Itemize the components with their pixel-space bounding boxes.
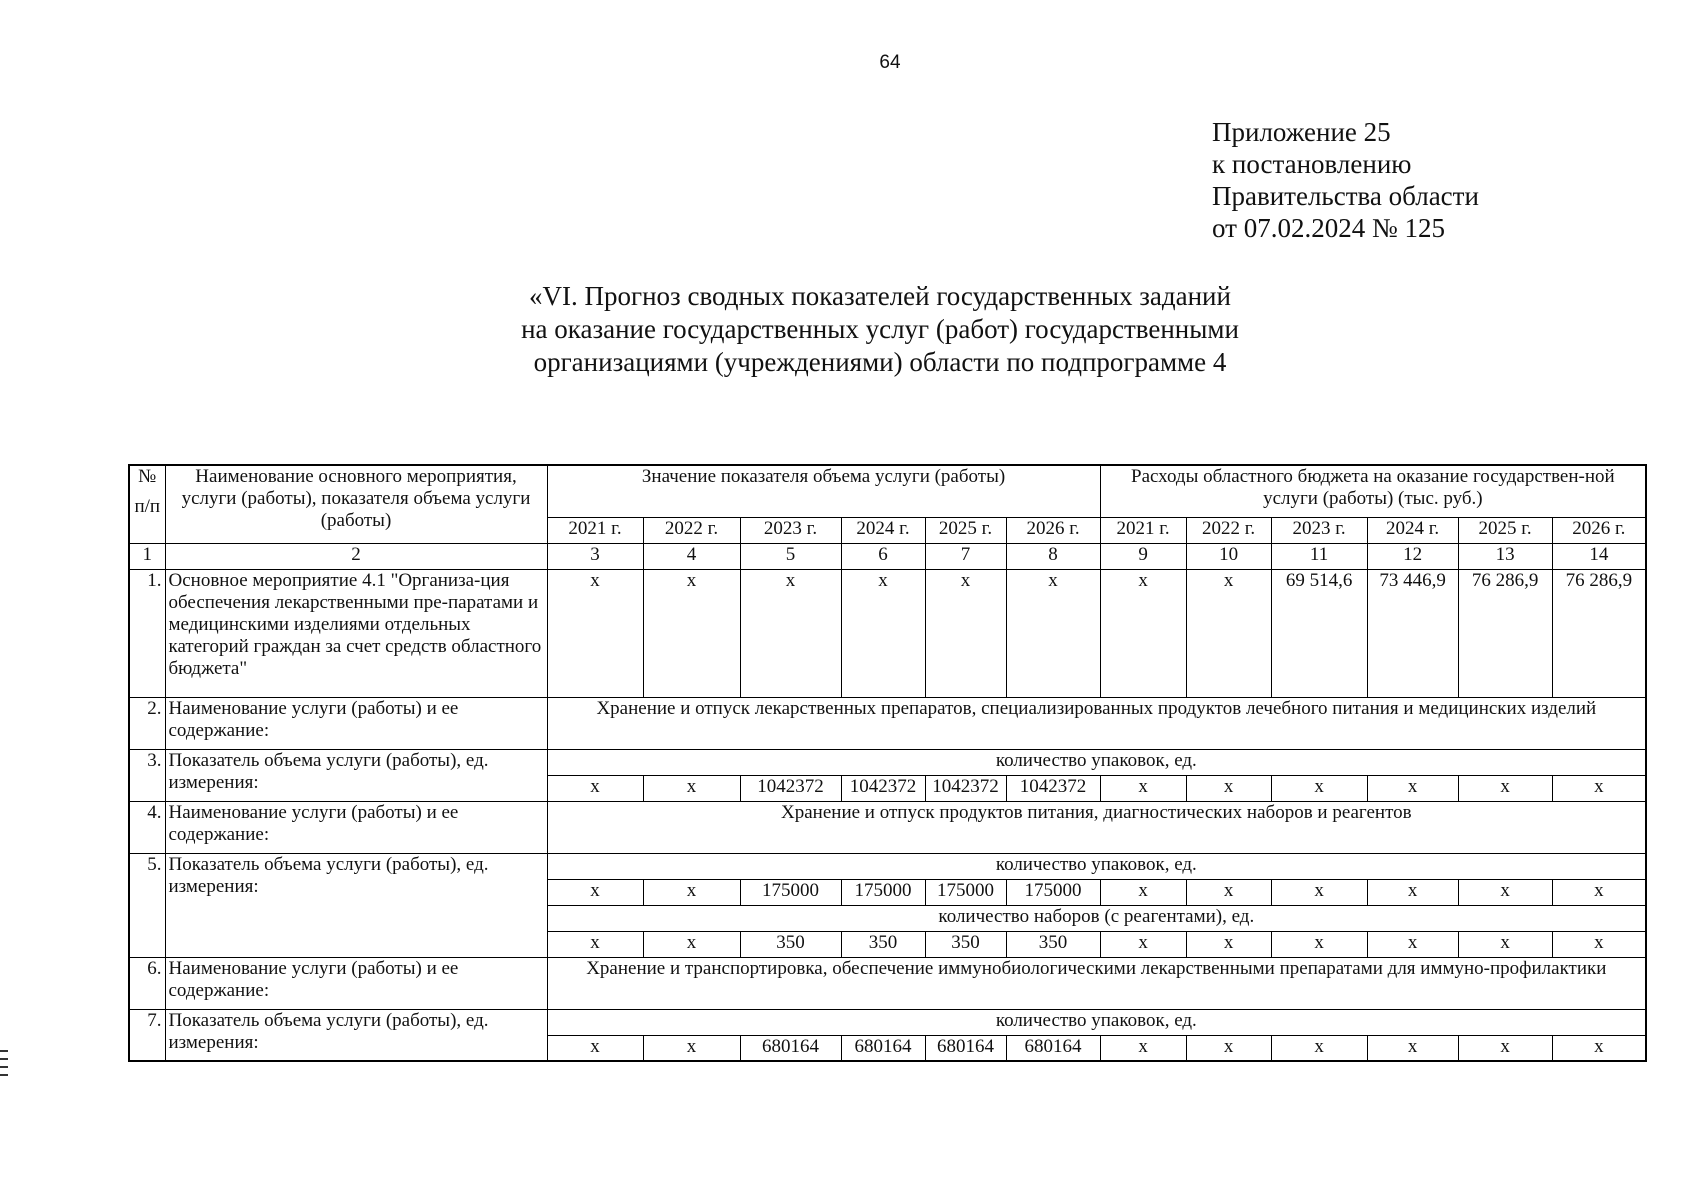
value-cell: х: [1458, 931, 1552, 957]
value-cell: 69 514,6: [1271, 569, 1367, 697]
appendix-line: Правительства области: [1212, 181, 1479, 211]
value-cell: 680164: [1006, 1035, 1100, 1061]
value-cell: х: [1271, 931, 1367, 957]
table-row: [129, 853, 1646, 879]
row-number: 7.: [129, 1009, 165, 1061]
value-cell: х: [643, 879, 740, 905]
value-cell: х: [547, 931, 643, 957]
value-cell: 175000: [740, 879, 841, 905]
value-cell: х: [740, 569, 841, 697]
scan-mark: [0, 1050, 8, 1052]
value-cell: 680164: [925, 1035, 1006, 1061]
scan-mark: [0, 1058, 8, 1060]
value-cell: 350: [925, 931, 1006, 957]
value-cell: х: [1186, 569, 1271, 697]
value-cell: х: [1186, 879, 1271, 905]
col-number: 6: [841, 543, 925, 569]
row-number: 3.: [129, 749, 165, 801]
value-cell: х: [1271, 879, 1367, 905]
table-row: [129, 801, 1646, 853]
unit-label: количество наборов (с реагентами), ед.: [547, 905, 1646, 931]
col-number: 1: [129, 543, 165, 569]
value-cell: х: [1100, 879, 1186, 905]
value-cell: х: [1186, 931, 1271, 957]
service-content: Хранение и отпуск лекарственных препаратов, специализированных продуктов лечебного питания и медицинских изделий: [547, 697, 1646, 749]
value-cell: 680164: [740, 1035, 841, 1061]
value-cell: х: [1367, 1035, 1458, 1061]
value-cell: х: [1552, 931, 1646, 957]
value-cell: 175000: [841, 879, 925, 905]
value-cell: х: [1367, 879, 1458, 905]
header-no: №: [138, 466, 157, 487]
value-cell: х: [1271, 775, 1367, 801]
forecast-table: [128, 464, 1647, 1062]
appendix-line: от 07.02.2024 № 125: [1212, 213, 1445, 243]
value-cell: х: [1552, 879, 1646, 905]
table-row: [129, 697, 1646, 749]
value-cell: х: [1458, 775, 1552, 801]
value-cell: х: [643, 931, 740, 957]
row-name: Показатель объема услуги (работы), ед. измерения:: [165, 1009, 547, 1061]
table-row: [129, 1009, 1646, 1035]
value-cell: х: [1367, 775, 1458, 801]
value-cell: 1042372: [1006, 775, 1100, 801]
value-cell: х: [643, 775, 740, 801]
year-cell: 2021 г.: [547, 517, 643, 543]
col-number: 2: [165, 543, 547, 569]
value-cell: 175000: [1006, 879, 1100, 905]
value-cell: х: [1186, 1035, 1271, 1061]
value-cell: х: [1186, 775, 1271, 801]
title-line: «VI. Прогноз сводных показателей государственных заданий: [529, 281, 1231, 311]
value-cell: 76 286,9: [1458, 569, 1552, 697]
appendix-line: к постановлению: [1212, 149, 1412, 179]
value-cell: 73 446,9: [1367, 569, 1458, 697]
header-volume: Значение показателя объема услуги (работы): [547, 465, 1100, 517]
value-cell: х: [1552, 775, 1646, 801]
header-no-cell: [129, 465, 165, 543]
value-cell: х: [1552, 1035, 1646, 1061]
row-number: 2.: [129, 697, 165, 749]
col-number: 7: [925, 543, 1006, 569]
value-cell: 350: [841, 931, 925, 957]
year-cell: 2023 г.: [740, 517, 841, 543]
value-cell: х: [1367, 931, 1458, 957]
year-cell: 2026 г.: [1552, 517, 1646, 543]
value-cell: х: [1006, 569, 1100, 697]
title-line: организациями (учреждениями) области по подпрограмме 4: [533, 347, 1227, 377]
col-number: 10: [1186, 543, 1271, 569]
col-number: 14: [1552, 543, 1646, 569]
row-number: 6.: [129, 957, 165, 1009]
title-line: на оказание государственных услуг (работ) государственными: [521, 314, 1239, 344]
value-cell: х: [1458, 879, 1552, 905]
year-cell: 2023 г.: [1271, 517, 1367, 543]
value-cell: х: [547, 569, 643, 697]
value-cell: х: [1458, 1035, 1552, 1061]
year-cell: 2022 г.: [1186, 517, 1271, 543]
col-number: 5: [740, 543, 841, 569]
value-cell: 350: [740, 931, 841, 957]
table-row: [129, 569, 1646, 697]
col-number: 9: [1100, 543, 1186, 569]
table-row: [129, 957, 1646, 1009]
year-cell: 2026 г.: [1006, 517, 1100, 543]
value-cell: 1042372: [841, 775, 925, 801]
scan-margin-marks: [0, 1050, 8, 1082]
row-name: Основное мероприятие 4.1 "Организа-ция обеспечения лекарственными пре-паратами и медицинскими изделиями отдельных категорий граждан за счет средств областного бюджета": [165, 569, 547, 697]
row-name: Наименование услуги (работы) и ее содержание:: [165, 957, 547, 1009]
unit-label: количество упаковок, ед.: [547, 749, 1646, 775]
col-number: 3: [547, 543, 643, 569]
value-cell: 76 286,9: [1552, 569, 1646, 697]
appendix-block: [1212, 116, 1479, 244]
col-number: 11: [1271, 543, 1367, 569]
row-name: Наименование услуги (работы) и ее содержание:: [165, 697, 547, 749]
year-cell: 2024 г.: [1367, 517, 1458, 543]
row-number: 4.: [129, 801, 165, 853]
unit-label: количество упаковок, ед.: [547, 1009, 1646, 1035]
year-cell: 2025 г.: [1458, 517, 1552, 543]
value-cell: х: [643, 569, 740, 697]
col-number: 12: [1367, 543, 1458, 569]
appendix-line: Приложение 25: [1212, 117, 1391, 147]
header-name: Наименование основного мероприятия, услуги (работы), показателя объема услуги (работы): [165, 465, 547, 543]
scan-mark: [0, 1066, 8, 1068]
page-number: 64: [879, 52, 901, 73]
scan-mark: [0, 1074, 8, 1076]
row-number: 5.: [129, 853, 165, 957]
col-number: 4: [643, 543, 740, 569]
document-title: [480, 280, 1280, 379]
value-cell: х: [1271, 1035, 1367, 1061]
year-cell: 2025 г.: [925, 517, 1006, 543]
value-cell: 175000: [925, 879, 1006, 905]
header-no-pp: п/п: [134, 496, 161, 517]
value-cell: 680164: [841, 1035, 925, 1061]
col-number: 8: [1006, 543, 1100, 569]
value-cell: х: [547, 1035, 643, 1061]
row-name: Наименование услуги (работы) и ее содержание:: [165, 801, 547, 853]
table-row: [129, 749, 1646, 775]
value-cell: х: [643, 1035, 740, 1061]
header-expense: Расходы областного бюджета на оказание государствен-ной услуги (работы) (тыс. руб.): [1100, 465, 1646, 517]
year-cell: 2022 г.: [643, 517, 740, 543]
value-cell: х: [1100, 931, 1186, 957]
row-name: Показатель объема услуги (работы), ед. измерения:: [165, 749, 547, 801]
service-content: Хранение и отпуск продуктов питания, диагностических наборов и реагентов: [547, 801, 1646, 853]
value-cell: х: [1100, 775, 1186, 801]
year-cell: 2024 г.: [841, 517, 925, 543]
value-cell: х: [1100, 1035, 1186, 1061]
year-cell: 2021 г.: [1100, 517, 1186, 543]
value-cell: 350: [1006, 931, 1100, 957]
value-cell: х: [1100, 569, 1186, 697]
value-cell: х: [547, 879, 643, 905]
unit-label: количество упаковок, ед.: [547, 853, 1646, 879]
value-cell: 1042372: [925, 775, 1006, 801]
value-cell: х: [547, 775, 643, 801]
value-cell: х: [841, 569, 925, 697]
value-cell: х: [925, 569, 1006, 697]
col-number: 13: [1458, 543, 1552, 569]
value-cell: 1042372: [740, 775, 841, 801]
row-name: Показатель объема услуги (работы), ед. измерения:: [165, 853, 547, 957]
row-number: 1.: [129, 569, 165, 697]
column-number-row: [129, 543, 1646, 569]
service-content: Хранение и транспортировка, обеспечение иммунобиологическими лекарственными препаратами для иммуно-профилактики: [547, 957, 1646, 1009]
